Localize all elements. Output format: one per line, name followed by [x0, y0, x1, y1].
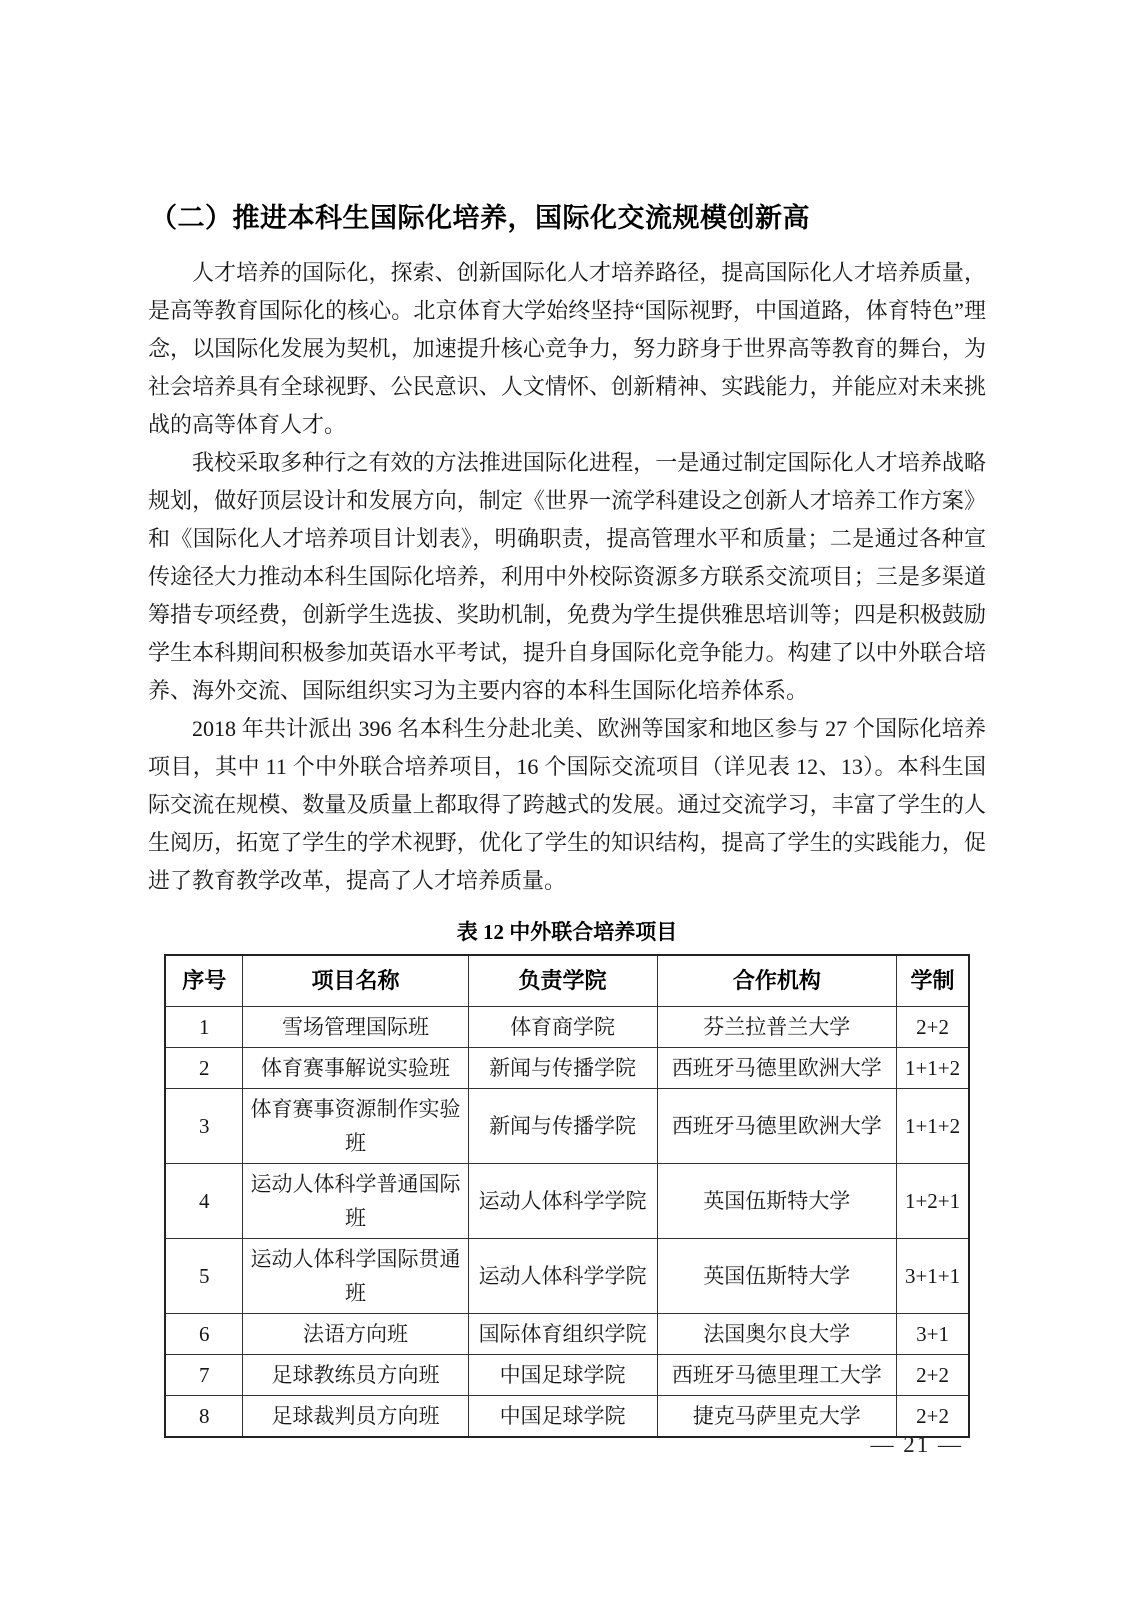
table-row: [165, 1089, 969, 1164]
table-cell: 法国奥尔良大学: [657, 1314, 897, 1355]
table-row: [165, 1396, 969, 1438]
page-content: [148, 200, 986, 1438]
table-cell: 8: [165, 1396, 243, 1438]
table-cell: 芬兰拉普兰大学: [657, 1007, 897, 1048]
table-cell: 新闻与传播学院: [468, 1089, 657, 1164]
table-header: [165, 955, 969, 1007]
table-cell: 运动人体科学学院: [468, 1239, 657, 1314]
table-cell: 英国伍斯特大学: [657, 1239, 897, 1314]
table-cell: 捷克马萨里克大学: [657, 1396, 897, 1438]
table-cell: 英国伍斯特大学: [657, 1164, 897, 1239]
table-cell: 法语方向班: [243, 1314, 468, 1355]
joint-training-programs-table: [164, 954, 970, 1438]
table-cell: 足球裁判员方向班: [243, 1396, 468, 1438]
column-header-index: 序号: [165, 955, 243, 1007]
table-cell: 体育赛事资源制作实验班: [243, 1089, 468, 1164]
column-header-responsible-school: 负责学院: [468, 955, 657, 1007]
table-cell: 运动人体科学国际贯通班: [243, 1239, 468, 1314]
table-cell: 2+2: [897, 1396, 969, 1438]
table-cell: 7: [165, 1355, 243, 1396]
table-row: [165, 1239, 969, 1314]
table-header-row: [165, 955, 969, 1007]
table-cell: 5: [165, 1239, 243, 1314]
table-cell: 国际体育组织学院: [468, 1314, 657, 1355]
table-row: [165, 1048, 969, 1089]
column-header-program-name: 项目名称: [243, 955, 468, 1007]
table-cell: 1+2+1: [897, 1164, 969, 1239]
table-row: [165, 1314, 969, 1355]
table-cell: 2+2: [897, 1355, 969, 1396]
table-cell: 1: [165, 1007, 243, 1048]
paragraph-methods: 我校采取多种行之有效的方法推进国际化进程，一是通过制定国际化人才培养战略规划，做好顶层设计和发展方向，制定《世界一流学科建设之创新人才培养工作方案》和《国际化人才培养项目计划表》，明确职责，提高管理水平和质量；二是通过各种宣传途径大力推动本科生国际化培养，利用中外校际资源多方联系交流项目；三是多渠道筹措专项经费，创新学生选拔、奖助机制，免费为学生提供雅思培训等；四是积极鼓励学生本科期间积极参加英语水平考试，提升自身国际化竞争能力。构建了以中外联合培养、海外交流、国际组织实习为主要内容的本科生国际化培养体系。: [148, 450, 986, 703]
table-caption: 表 12 中外联合培养项目: [456, 920, 678, 944]
table-cell: 中国足球学院: [468, 1396, 657, 1438]
table-cell: 4: [165, 1164, 243, 1239]
table-cell: 西班牙马德里欧洲大学: [657, 1048, 897, 1089]
table-cell: 体育商学院: [468, 1007, 657, 1048]
table-row: [165, 1164, 969, 1239]
table-cell: 体育赛事解说实验班: [243, 1048, 468, 1089]
table-cell: 3+1+1: [897, 1239, 969, 1314]
table-cell: 运动人体科学普通国际班: [243, 1164, 468, 1239]
page-number: — 21 —: [870, 1432, 963, 1457]
table-row: [165, 1355, 969, 1396]
table-cell: 雪场管理国际班: [243, 1007, 468, 1048]
section-heading: （二）推进本科生国际化培养，国际化交流规模创新高: [150, 203, 810, 233]
table-row: [165, 1007, 969, 1048]
paragraph-2018-statistics: 2018 年共计派出 396 名本科生分赴北美、欧洲等国家和地区参与 27 个国际化培养项目，其中 11 个中外联合培养项目，16 个国际交流项目（详见表 12、13）。本科生国际交流在规模、数量及质量上都取得了跨越式的发展。通过交流学习，丰富了学生的人生阅历，拓宽了学生的学术视野，优化了学生的知识结构，提高了学生的实践能力，促进了教育教学改革，提高了人才培养质量。: [148, 716, 986, 893]
table-cell: 1+1+2: [897, 1089, 969, 1164]
table-cell: 2: [165, 1048, 243, 1089]
table-cell: 1+1+2: [897, 1048, 969, 1089]
table-cell: 6: [165, 1314, 243, 1355]
table-cell: 西班牙马德里理工大学: [657, 1355, 897, 1396]
column-header-schooling-system: 学制: [897, 955, 969, 1007]
table-cell: 3+1: [897, 1314, 969, 1355]
table-cell: 足球教练员方向班: [243, 1355, 468, 1396]
table-cell: 中国足球学院: [468, 1355, 657, 1396]
table-cell: 运动人体科学学院: [468, 1164, 657, 1239]
table-cell: 新闻与传播学院: [468, 1048, 657, 1089]
table-cell: 2+2: [897, 1007, 969, 1048]
paragraph-international-training: 人才培养的国际化，探索、创新国际化人才培养路径，提高国际化人才培养质量，是高等教育国际化的核心。北京体育大学始终坚持“国际视野，中国道路，体育特色”理念，以国际化发展为契机，加速提升核心竞争力，努力跻身于世界高等教育的舞台，为社会培养具有全球视野、公民意识、人文情怀、创新精神、实践能力，并能应对未来挑战的高等体育人才。: [148, 260, 986, 437]
table-body: [165, 1007, 969, 1438]
table-cell: 西班牙马德里欧洲大学: [657, 1089, 897, 1164]
column-header-partner-institution: 合作机构: [657, 955, 897, 1007]
table-cell: 3: [165, 1089, 243, 1164]
